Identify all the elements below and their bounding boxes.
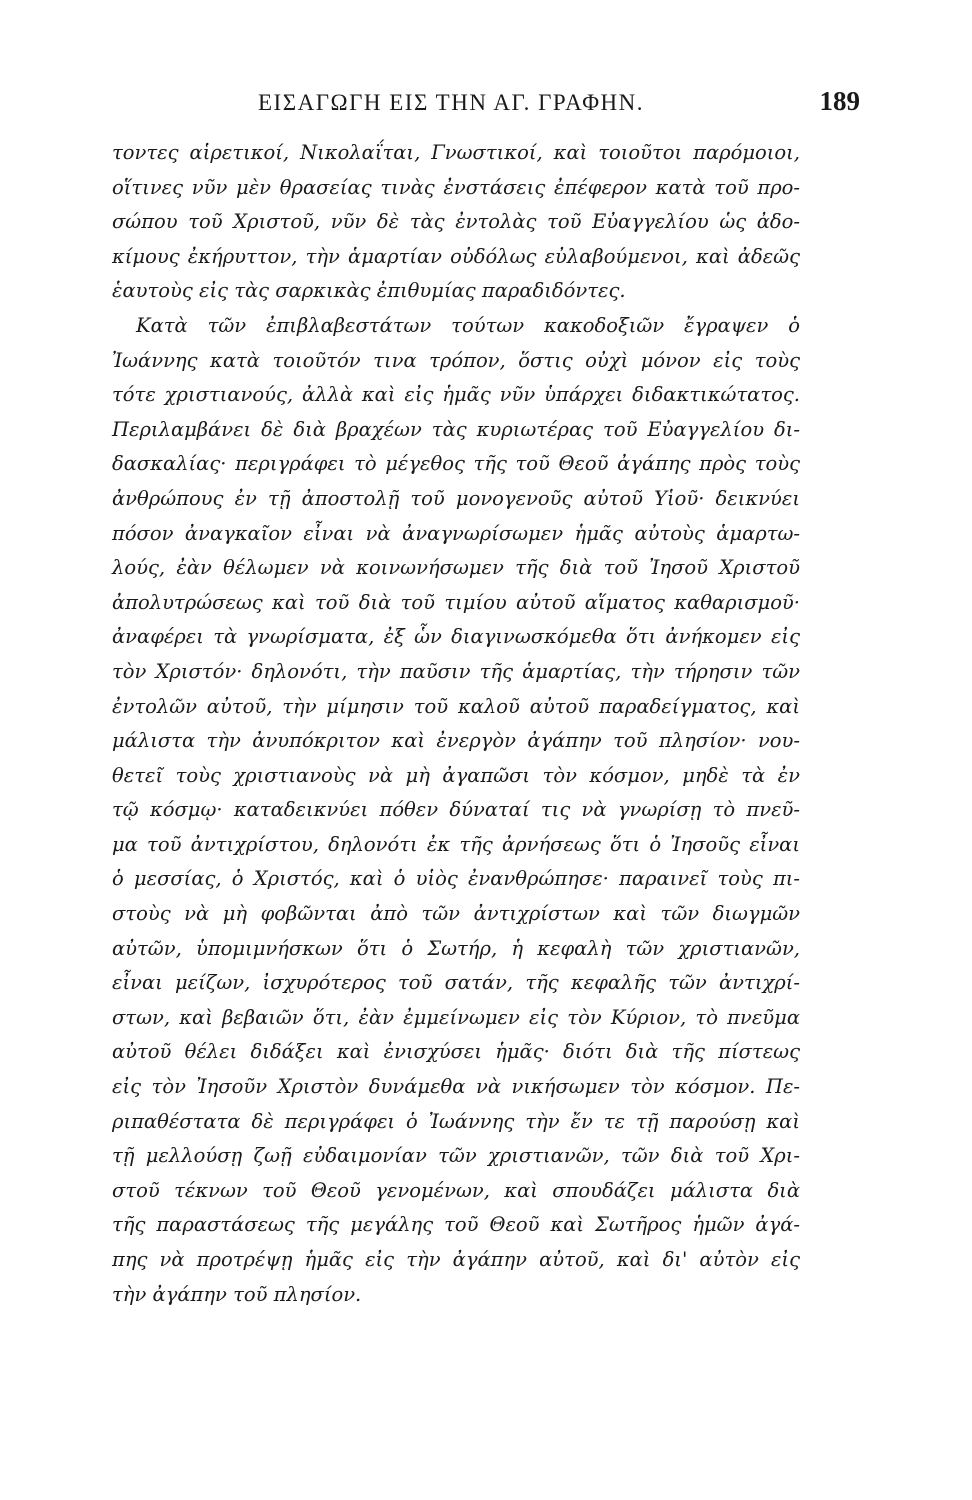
text-line: μάλιστα τὴν ἀνυπόκριτον καὶ ἐνεργὸν ἀγάπην τοῦ πλησίον· νου- — [112, 729, 800, 753]
text-line: δασκαλίας· περιγράφει τὸ μέγεθος τῆς τοῦ Θεοῦ ἀγάπης πρὸς τοὺς — [112, 452, 800, 476]
running-head — [120, 86, 860, 126]
text-line: λούς, ἐὰν θέλωμεν νὰ κοινωνήσωμεν τῆς διὰ τοῦ Ἰησοῦ Χριστοῦ — [112, 556, 800, 580]
text-line: ἀνθρώπους ἐν τῇ ἀποστολῇ τοῦ μονογενοῦς αὐτοῦ Υἱοῦ· δεικνύει — [112, 486, 800, 510]
text-line: πης νὰ προτρέψῃ ἡμᾶς εἰς τὴν ἀγάπην αὐτοῦ, καὶ δι' αὐτὸν εἰς — [112, 1248, 800, 1271]
text-line: αὐτῶν, ὑπομιμνήσκων ὅτι ὁ Σωτήρ, ἡ κεφαλὴ τῶν χριστιανῶν, — [112, 936, 800, 960]
body-text — [112, 136, 800, 1312]
text-line: μα τοῦ ἀντιχρίστου, δηλονότι ἐκ τῆς ἀρνήσεως ὅτι ὁ Ἰησοῦς εἶναι — [112, 832, 800, 856]
text-line: στοῦ τέκνων τοῦ Θεοῦ γενομένων, καὶ σπουδάζει μάλιστα διὰ — [112, 1178, 800, 1202]
text-line: κίμους ἐκήρυττον, τὴν ἁμαρτίαν οὐδόλως εὐλαβούμενοι, καὶ ἀδεῶς — [112, 244, 800, 268]
text-line: οἵτινες νῦν μὲν θρασείας τινὰς ἐνστάσεις ἐπέφερον κατὰ τοῦ προ- — [112, 175, 800, 199]
text-line: θετεῖ τοὺς χριστιανοὺς νὰ μὴ ἀγαπῶσι τὸν κόσμον, μηδὲ τὰ ἐν — [112, 763, 800, 787]
text-line: σώπου τοῦ Χριστοῦ, νῦν δὲ τὰς ἐντολὰς τοῦ Εὐαγγελίου ὡς ἀδο- — [112, 210, 800, 234]
text-line: τῷ κόσμῳ· καταδεικνύει πόθεν δύναταί τις νὰ γνωρίσῃ τὸ πνεῦ- — [112, 798, 800, 822]
text-line: εἶναι μείζων, ἰσχυρότερος τοῦ σατάν, τῆς κεφαλῆς τῶν ἀντιχρί- — [112, 971, 800, 995]
text-line: ριπαθέστατα δὲ περιγράφει ὁ Ἰωάννης τὴν ἔν τε τῇ παρούσῃ καὶ — [112, 1109, 800, 1133]
text-line: ἀναφέρει τὰ γνωρίσματα, ἐξ ὧν διαγινωσκόμεθα ὅτι ἀνήκομεν εἰς — [112, 625, 800, 649]
text-line: τῇ μελλούσῃ ζωῇ εὐδαιμονίαν τῶν χριστιανῶν, τῶν διὰ τοῦ Χρι- — [112, 1144, 800, 1168]
page-number: 189 — [819, 86, 860, 116]
paragraph-start-line: Κατὰ τῶν ἐπιβλαβεστάτων τούτων κακοδοξιῶν ἔγραψεν ὁ — [136, 313, 800, 337]
text-line: ὁ μεσσίας, ὁ Χριστός, καὶ ὁ υἱὸς ἐνανθρώπησε· παραινεῖ τοὺς πι- — [112, 867, 800, 891]
text-line: τῆς παραστάσεως τῆς μεγάλης τοῦ Θεοῦ καὶ Σωτῆρος ἡμῶν ἀγά- — [112, 1213, 800, 1237]
text-line: τὸν Χριστόν· δηλονότι, τὴν παῦσιν τῆς ἁμαρτίας, τὴν τήρησιν τῶν — [112, 659, 800, 683]
text-line: στοὺς νὰ μὴ φοβῶνται ἀπὸ τῶν ἀντιχρίστων καὶ τῶν διωγμῶν — [112, 902, 800, 926]
text-line: εἰς τὸν Ἰησοῦν Χριστὸν δυνάμεθα νὰ νικήσωμεν τὸν κόσμον. Πε- — [112, 1075, 800, 1099]
text-line: ἑαυτοὺς εἰς τὰς σαρκικὰς ἐπιθυμίας παραδιδόντες. — [112, 279, 626, 303]
text-line: Περιλαμβάνει δὲ διὰ βραχέων τὰς κυριωτέρας τοῦ Εὐαγγελίου δι- — [112, 417, 800, 441]
text-line: τοντες αἱρετικοί, Νικολαΐται, Γνωστικοί, καὶ τοιοῦτοι παρόμοιοι, — [112, 141, 800, 164]
text-line: ἐντολῶν αὐτοῦ, τὴν μίμησιν τοῦ καλοῦ αὐτοῦ παραδείγματος, καὶ — [112, 694, 800, 718]
text-line: αὐτοῦ θέλει διδάξει καὶ ἐνισχύσει ἡμᾶς· διότι διὰ τῆς πίστεως — [112, 1040, 800, 1064]
text-line: τὴν ἀγάπην τοῦ πλησίον. — [112, 1282, 362, 1306]
running-title: ΕΙΣΑΓΩΓΗ ΕΙΣ ΤΗΝ ΑΓ. ΓΡΑΦΗΝ. — [258, 90, 645, 115]
text-line: Ἰωάννης κατὰ τοιοῦτόν τινα τρόπον, ὅστις οὐχὶ μόνον εἰς τοὺς — [112, 348, 800, 372]
text-line: πόσον ἀναγκαῖον εἶναι νὰ ἀναγνωρίσωμεν ἡμᾶς αὐτοὺς ἁμαρτω- — [112, 521, 800, 545]
text-line: στων, καὶ βεβαιῶν ὅτι, ἐὰν ἐμμείνωμεν εἰς τὸν Κύριον, τὸ πνεῦμα — [112, 1005, 800, 1029]
text-line: τότε χριστιανούς, ἀλλὰ καὶ εἰς ἡμᾶς νῦν ὑπάρχει διδακτικώτατος. — [112, 383, 800, 407]
text-line: ἀπολυτρώσεως καὶ τοῦ διὰ τοῦ τιμίου αὐτοῦ αἵματος καθαρισμοῦ· — [112, 590, 800, 614]
